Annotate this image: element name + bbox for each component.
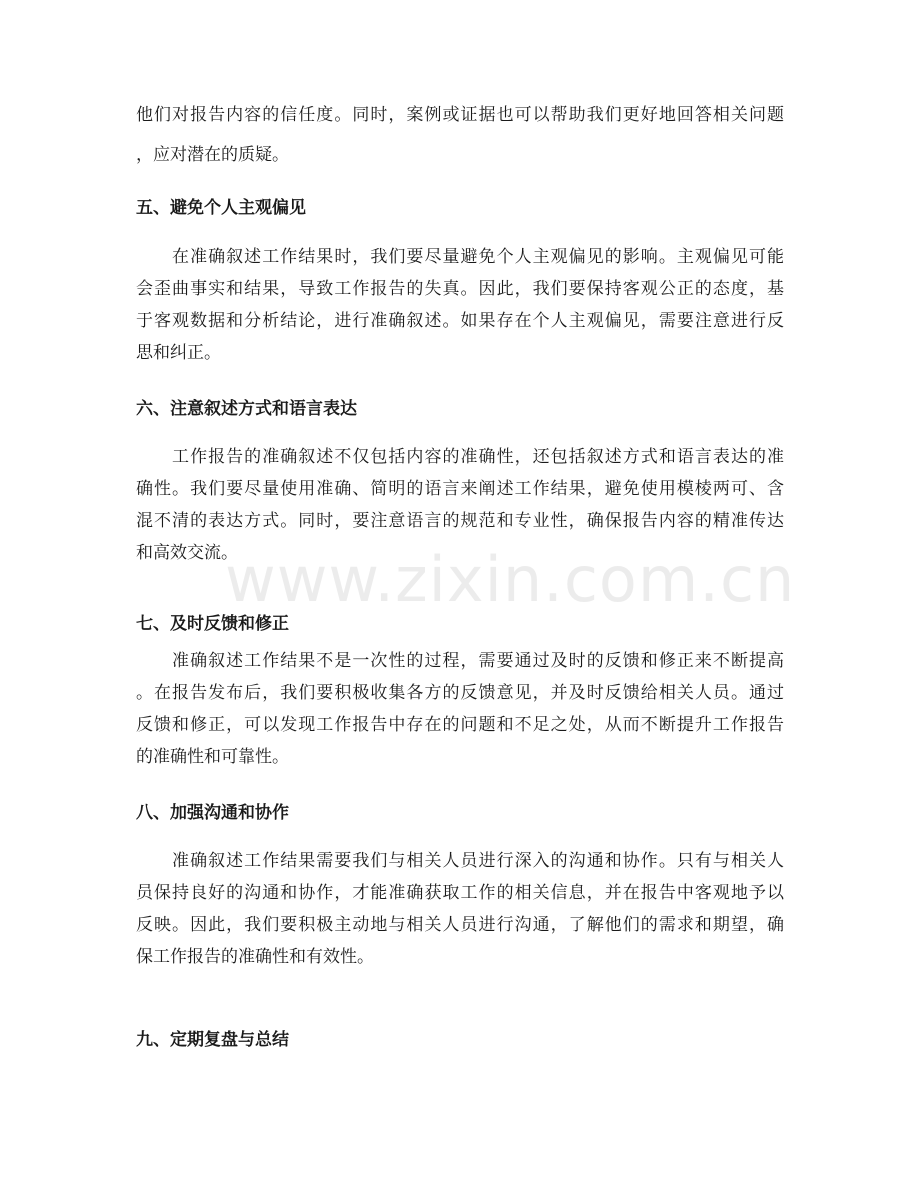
paragraph-line: 确性。我们要尽量使用准确、简明的语言来阐述工作结果，避免使用模棱两可、含 bbox=[136, 479, 784, 499]
paragraph-line: ，应对潜在的质疑。 bbox=[136, 145, 289, 165]
paragraph-line: 保工作报告的准确性和有效性。 bbox=[136, 947, 374, 967]
paragraph-line: 混不清的表达方式。同时，要注意语言的规范和专业性，确保报告内容的精准传达 bbox=[136, 511, 784, 531]
paragraph-line: 员保持良好的沟通和协作，才能准确获取工作的相关信息，并在报告中客观地予以 bbox=[136, 883, 784, 903]
paragraph-line: 准确叙述工作结果不是一次性的过程，需要通过及时的反馈和修正来不断提高 bbox=[136, 651, 784, 671]
section-heading: 八、加强沟通和协作 bbox=[136, 803, 289, 823]
paragraph-line: 反映。因此，我们要积极主动地与相关人员进行沟通，了解他们的需求和期望，确 bbox=[136, 915, 784, 935]
paragraph-line: 会歪曲事实和结果，导致工作报告的失真。因此，我们要保持客观公正的态度，基 bbox=[136, 279, 784, 299]
paragraph-line: 于客观数据和分析结论，进行准确叙述。如果存在个人主观偏见，需要注意进行反 bbox=[136, 311, 784, 331]
paragraph-line: 工作报告的准确叙述不仅包括内容的准确性，还包括叙述方式和语言表达的准 bbox=[136, 447, 784, 467]
paragraph-line: 准确叙述工作结果需要我们与相关人员进行深入的沟通和协作。只有与相关人 bbox=[136, 851, 784, 871]
paragraph-line: 。在报告发布后，我们要积极收集各方的反馈意见，并及时反馈给相关人员。通过 bbox=[136, 683, 784, 703]
paragraph-line: 在准确叙述工作结果时，我们要尽量避免个人主观偏见的影响。主观偏见可能 bbox=[136, 247, 784, 267]
section-heading: 七、及时反馈和修正 bbox=[136, 614, 289, 634]
watermark: www.zixin.com.cn bbox=[225, 543, 796, 616]
paragraph-line: 和高效交流。 bbox=[136, 543, 238, 563]
paragraph-line: 反馈和修正，可以发现工作报告中存在的问题和不足之处，从而不断提升工作报告 bbox=[136, 715, 784, 735]
section-heading: 九、定期复盘与总结 bbox=[136, 1030, 289, 1050]
paragraph-line: 思和纠正。 bbox=[136, 343, 221, 363]
paragraph-line: 的准确性和可靠性。 bbox=[136, 747, 289, 767]
section-heading: 五、避免个人主观偏见 bbox=[136, 198, 306, 218]
paragraph-line: 他们对报告内容的信任度。同时，案例或证据也可以帮助我们更好地回答相关问题 bbox=[136, 105, 784, 125]
section-heading: 六、注意叙述方式和语言表达 bbox=[136, 399, 357, 419]
